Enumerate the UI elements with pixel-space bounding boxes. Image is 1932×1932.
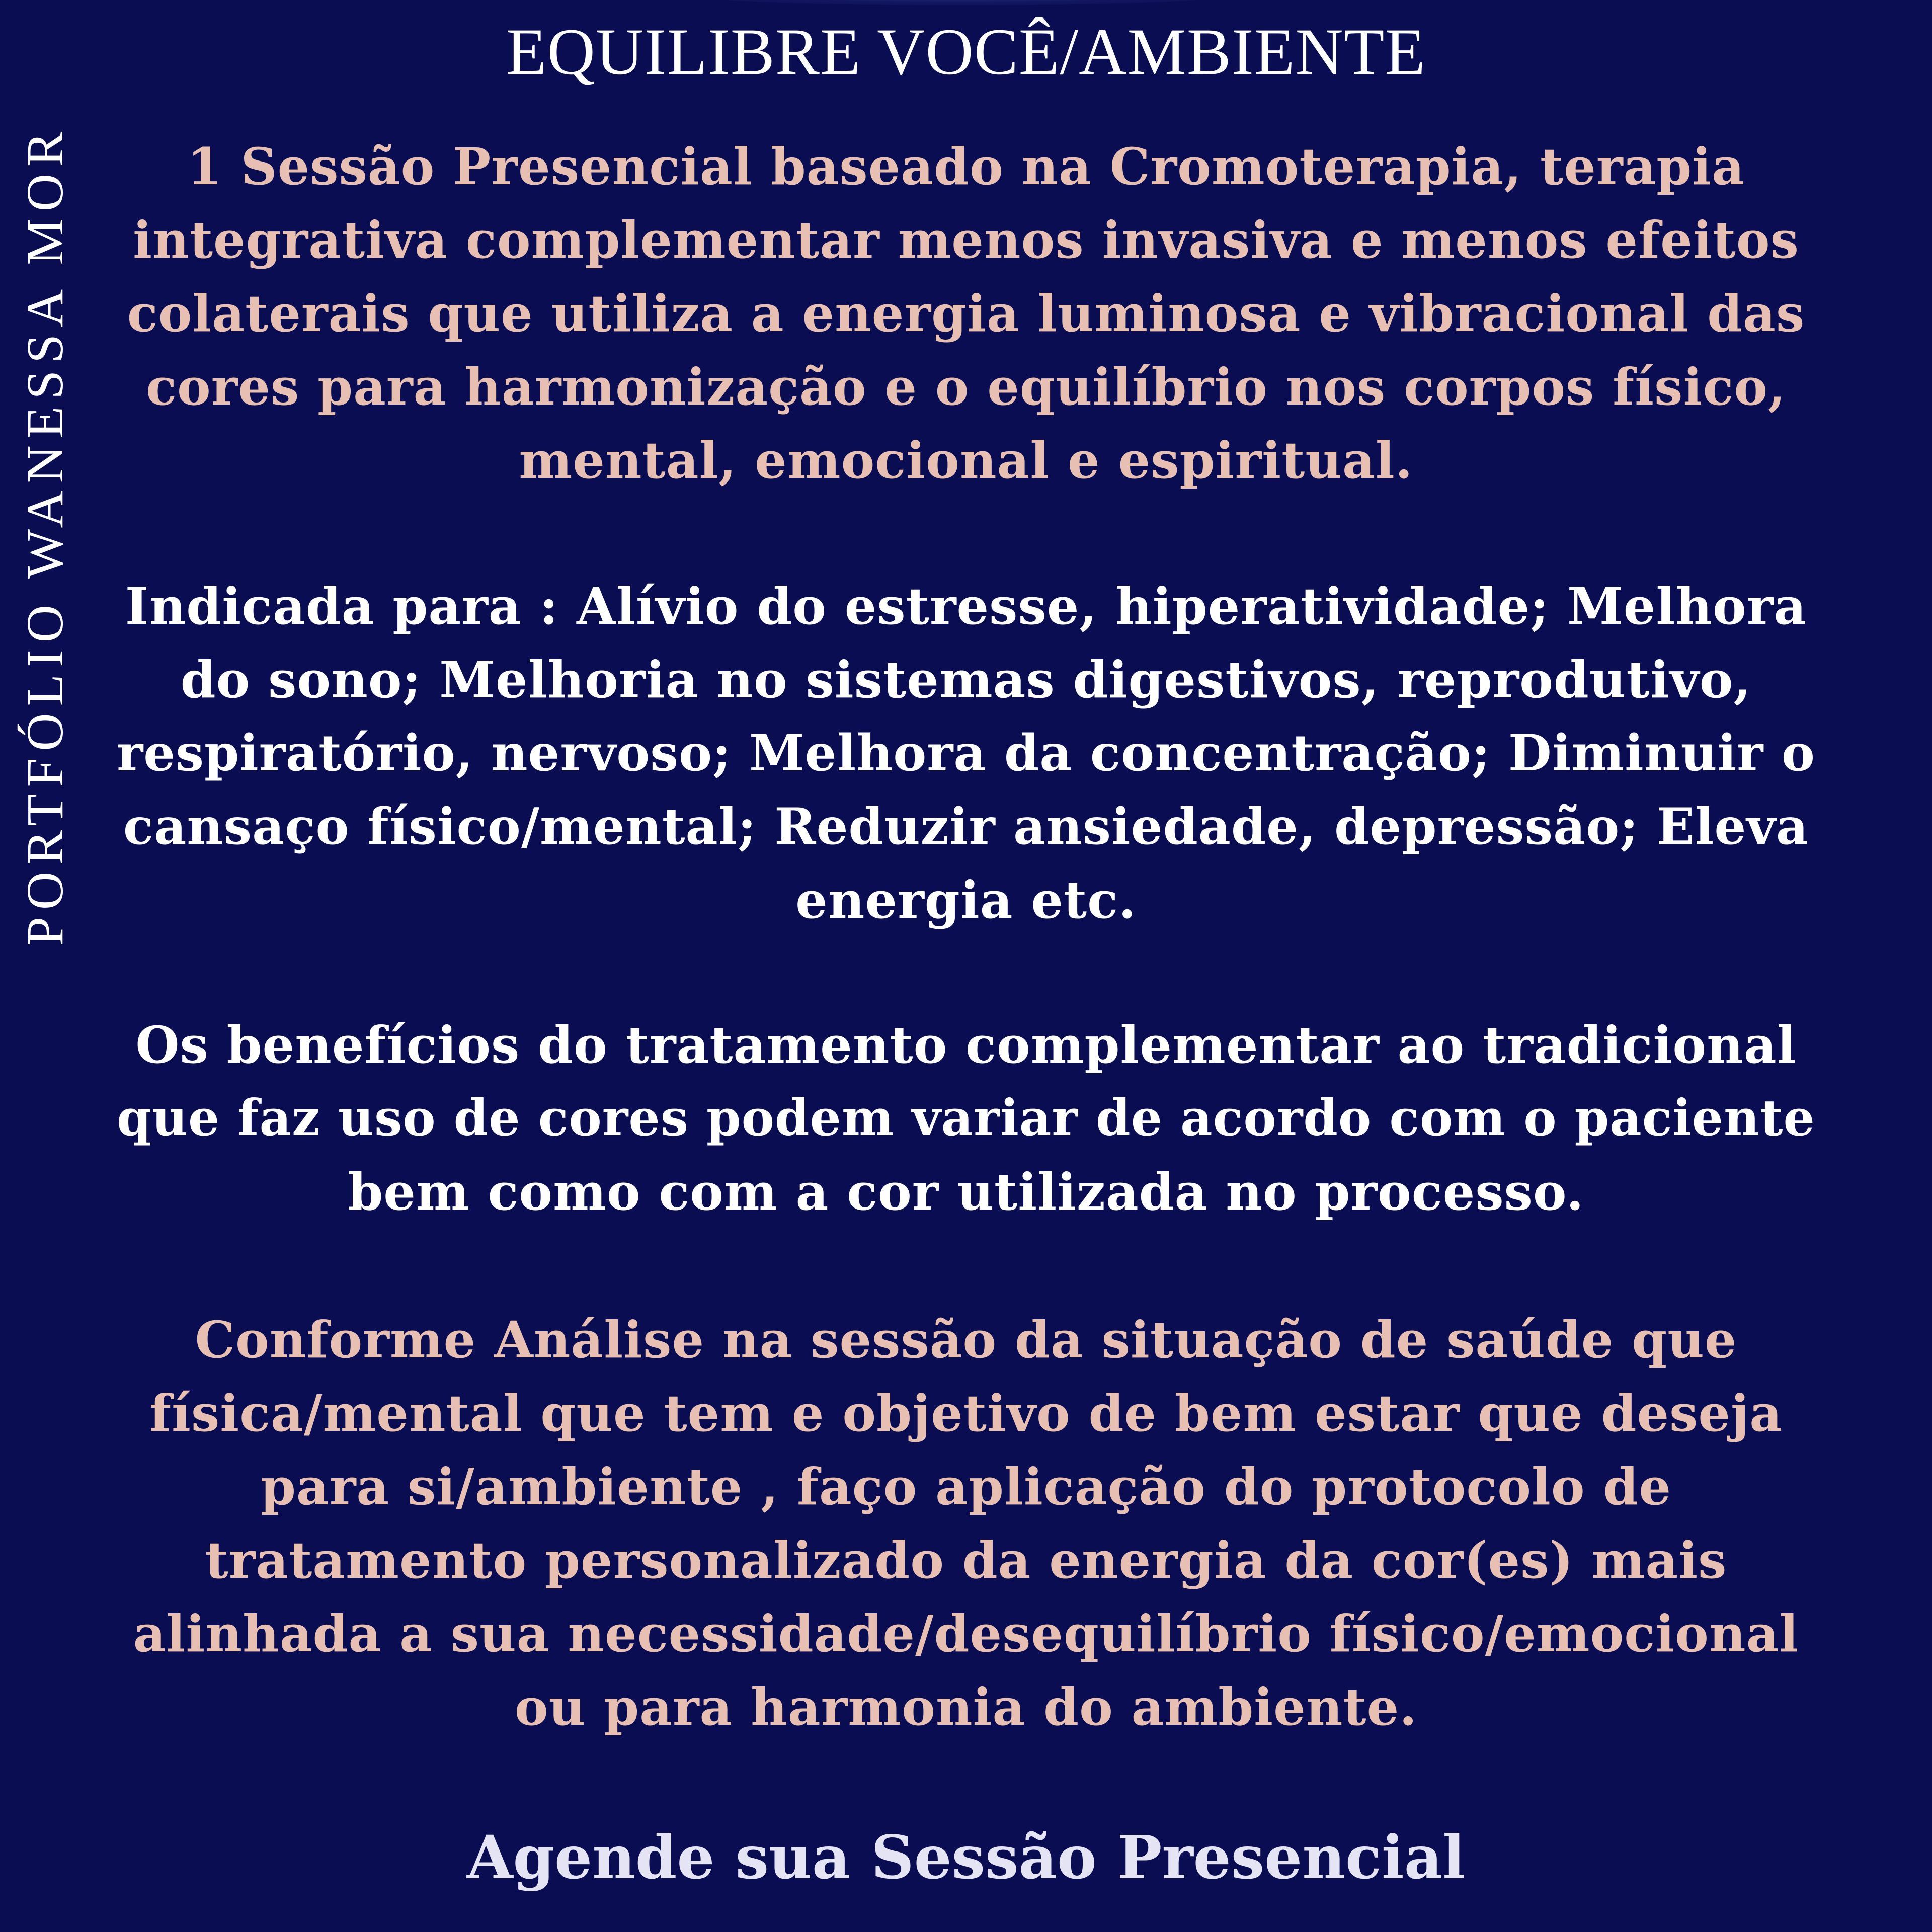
page-title: EQUILIBRE VOCÊ/AMBIENTE <box>506 15 1426 89</box>
paragraph-line: cores para harmonização e o equilíbrio nos corpos físico, <box>146 357 1786 417</box>
paragraph-line: que faz uso de cores podem variar de acordo com o paciente <box>117 1089 1815 1147</box>
paragraph-line: 1 Sessão Presencial baseado na Cromoterapia, terapia <box>187 137 1745 196</box>
paragraph-line: Indicada para : Alívio do estresse, hiperatividade; Melhora <box>125 577 1807 636</box>
indications-paragraph <box>116 570 1816 937</box>
paragraph-line: para si/ambiente , faço aplicação do protocolo de <box>261 1457 1671 1516</box>
paragraph-line: Conforme Análise na sessão da situação de saúde que <box>195 1310 1737 1370</box>
session-description-paragraph <box>116 130 1816 497</box>
paragraph-line: ou para harmonia do ambiente. <box>514 1677 1418 1737</box>
paragraph-line: cansaço físico/mental; Reduzir ansiedade, depressão; Eleva <box>123 797 1809 856</box>
paragraph-line: tratamento personalizado da energia da cor(es) mais <box>205 1531 1727 1590</box>
benefits-paragraph <box>116 1008 1816 1229</box>
protocol-paragraph <box>116 1303 1816 1744</box>
paragraph-line: integrativa complementar menos invasiva e menos efeitos <box>133 210 1799 270</box>
schedule-session-cta: Agende sua Sessão Presencial <box>467 1822 1465 1892</box>
paragraph-line: do sono; Melhoria no sistemas digestivos, reprodutivo, <box>180 650 1752 709</box>
paragraph-line: alinhada a sua necessidade/desequilíbrio físico/emocional <box>133 1604 1799 1663</box>
paragraph-line: física/mental que tem e objetivo de bem estar que deseja <box>149 1384 1783 1443</box>
paragraph-line: respiratório, nervoso; Melhora da concentração; Diminuir o <box>117 724 1815 782</box>
paragraph-line: mental, emocional e espiritual. <box>519 431 1413 490</box>
paragraph-line: colaterais que utiliza a energia luminosa e vibracional das <box>127 284 1805 343</box>
side-portfolio-label: PORTFÓLIO WANESSA MOR <box>16 124 74 946</box>
paragraph-line: energia etc. <box>795 870 1137 930</box>
paragraph-line: Os benefícios do tratamento complementar ao tradicional <box>135 1015 1797 1075</box>
top-glow-decoration <box>664 0 1258 5</box>
paragraph-line: bem como com a cor utilizada no processo. <box>348 1162 1584 1222</box>
